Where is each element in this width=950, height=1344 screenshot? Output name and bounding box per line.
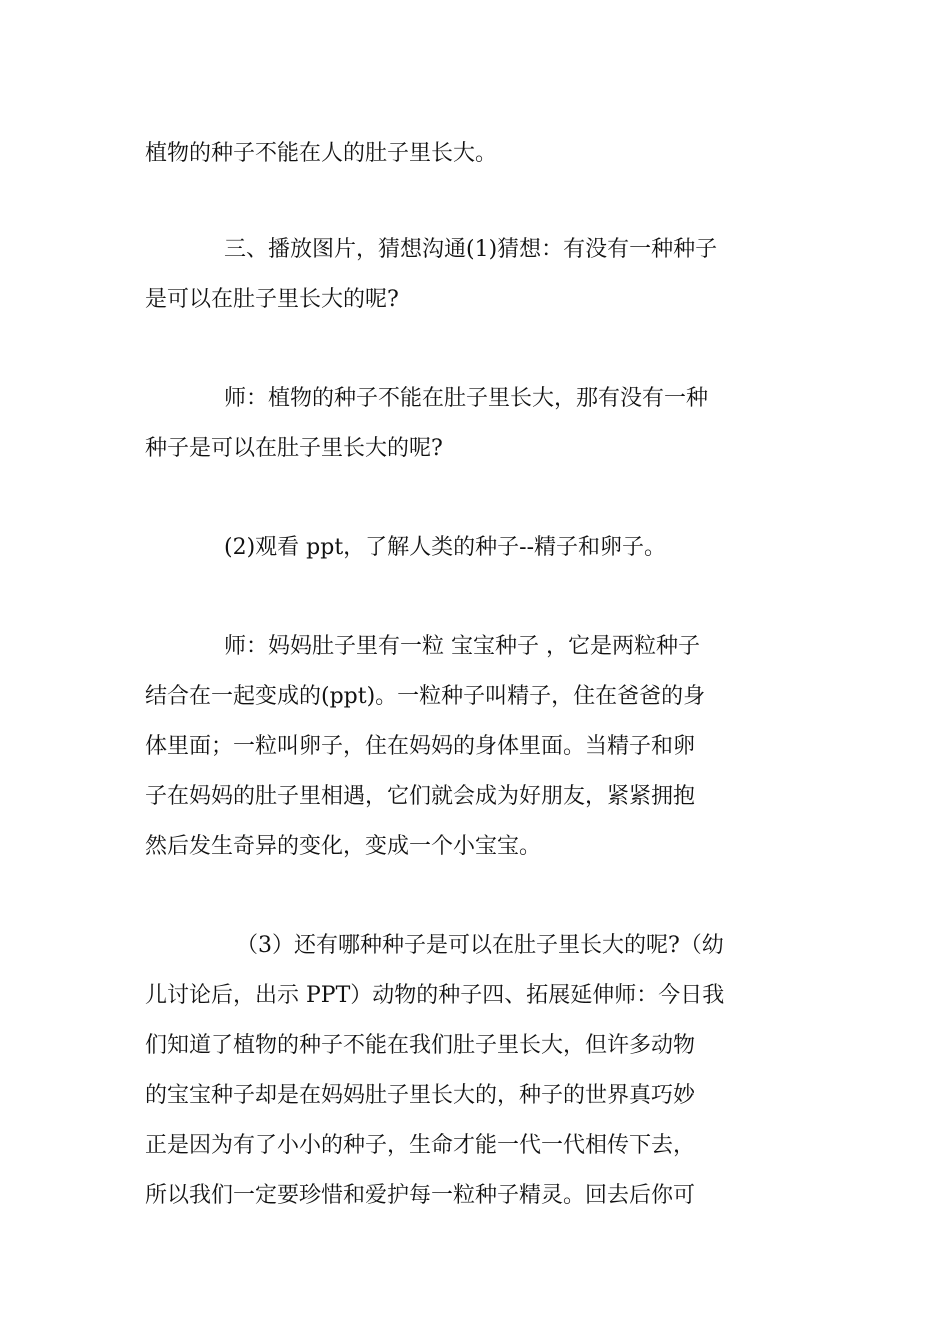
text-line-13: 儿讨论后，出示 PPT）动物的种子四、拓展延伸师：今日我: [145, 983, 725, 1008]
text-line-3: 是可以在肚子里长大的呢?: [145, 287, 399, 312]
text-line-16: 正是因为有了小小的种子，生命才能一代一代相传下去，: [145, 1133, 696, 1158]
text-line-6: (2)观看 ppt，了解人类的种子--精子和卵子。: [224, 535, 667, 560]
text-line-1: 植物的种子不能在人的肚子里长大。: [145, 141, 498, 166]
text-line-11: 然后发生奇异的变化，变成一个小宝宝。: [145, 834, 542, 859]
text-line-2: 三、播放图片，猜想沟通(1)猜想：有没有一种种子: [224, 237, 718, 262]
text-line-10: 子在妈妈的肚子里相遇，它们就会成为好朋友，紧紧拥抱: [145, 784, 696, 809]
text-line-15: 的宝宝种子却是在妈妈肚子里长大的，种子的世界真巧妙: [145, 1083, 696, 1108]
text-line-14: 们知道了植物的种子不能在我们肚子里长大，但许多动物: [145, 1033, 696, 1058]
text-line-8: 结合在一起变成的(ppt)。一粒种子叫精子，住在爸爸的身: [145, 684, 706, 709]
text-line-9: 体里面；一粒叫卵子，住在妈妈的身体里面。当精子和卵: [145, 734, 696, 759]
text-line-4: 师：植物的种子不能在肚子里长大，那有没有一种: [224, 386, 709, 411]
text-line-5: 种子是可以在肚子里长大的呢?: [145, 436, 443, 461]
text-line-12: （3）还有哪种种子是可以在肚子里长大的呢?（幼: [236, 933, 724, 958]
text-line-7: 师：妈妈肚子里有一粒 宝宝种子 ，它是两粒种子: [224, 634, 700, 659]
text-line-17: 所以我们一定要珍惜和爱护每一粒种子精灵。回去后你可: [145, 1183, 696, 1208]
